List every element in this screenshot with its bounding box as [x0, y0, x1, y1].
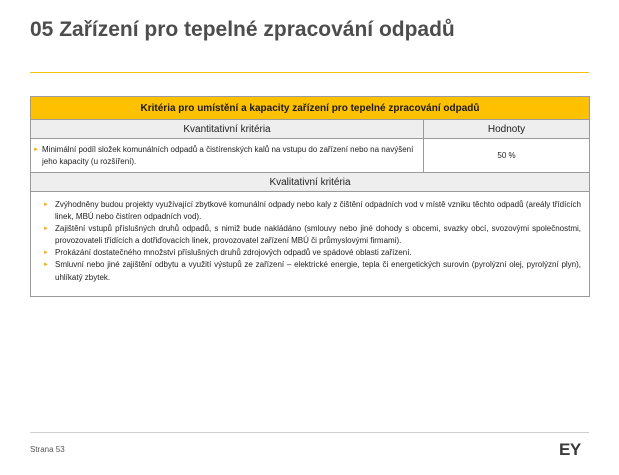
quantitative-criterion-text: Minimální podíl složek komunálních odpadů a čistírenských kalů na vstupu do zařízení nebo na navýšení jeho kapacity (u rozšíření). [42, 144, 414, 166]
qualitative-item-text: Zvýhodněny budou projekty využívající zbytkové komunální odpady nebo kaly z čištění odpadních vod v místě vzniku těchto odpadů (areály třídících linek, MBÚ nebo čistíren odpadních vod). [55, 200, 582, 222]
list-item [43, 259, 581, 283]
list-item [43, 223, 581, 247]
table-row [31, 139, 590, 173]
quantitative-criteria-header: Kvantitativní kritéria [31, 120, 424, 139]
qualitative-criteria-list [31, 192, 590, 297]
triangle-bullet-icon: ► [33, 146, 39, 153]
quantitative-criterion-cell [31, 139, 424, 173]
ey-logo: EY [559, 440, 581, 459]
footer-divider [30, 432, 589, 433]
list-item [43, 247, 581, 259]
qualitative-criteria-header: Kvalitativní kritéria [31, 173, 590, 192]
triangle-bullet-icon: ► [43, 262, 49, 269]
page-number: Strana 53 [30, 445, 65, 454]
triangle-bullet-icon: ► [43, 226, 49, 233]
title-divider [30, 72, 589, 73]
triangle-bullet-icon: ► [43, 250, 49, 257]
triangle-bullet-icon: ► [43, 202, 49, 208]
qualitative-item-text: Smluvní nebo jiné zajištění odbytu a využití výstupů ze zařízení – elektrické energie, tepla či energetických surovin (pyrolýzní olej, pyrolýzní plyn), uhlíkatý zbytek. [55, 260, 582, 282]
slide-title: 05 Zařízení pro tepelné zpracování odpadů [30, 18, 455, 41]
table-main-header: Kritéria pro umístění a kapacity zařízení pro tepelné zpracování odpadů [31, 97, 590, 120]
quantitative-value-cell: 50 % [424, 139, 590, 173]
values-header: Hodnoty [424, 120, 590, 139]
qualitative-item-text: Prokázání dostatečného množství příslušných druhů zdrojových odpadů ve spádové oblasti zařízení. [55, 248, 412, 258]
qualitative-item-text: Zajištění vstupů příslušných druhů odpadů, s nimiž bude nakládáno (smlouvy nebo jiné dohody s obcemi, svazky obcí, svozovými společnostmi, provozovateli třídících a dotřiďovacích linek, provozovatel zařízení MBÚ či průmyslovými firmami). [55, 224, 582, 246]
list-item [43, 199, 581, 223]
criteria-table [30, 96, 590, 297]
